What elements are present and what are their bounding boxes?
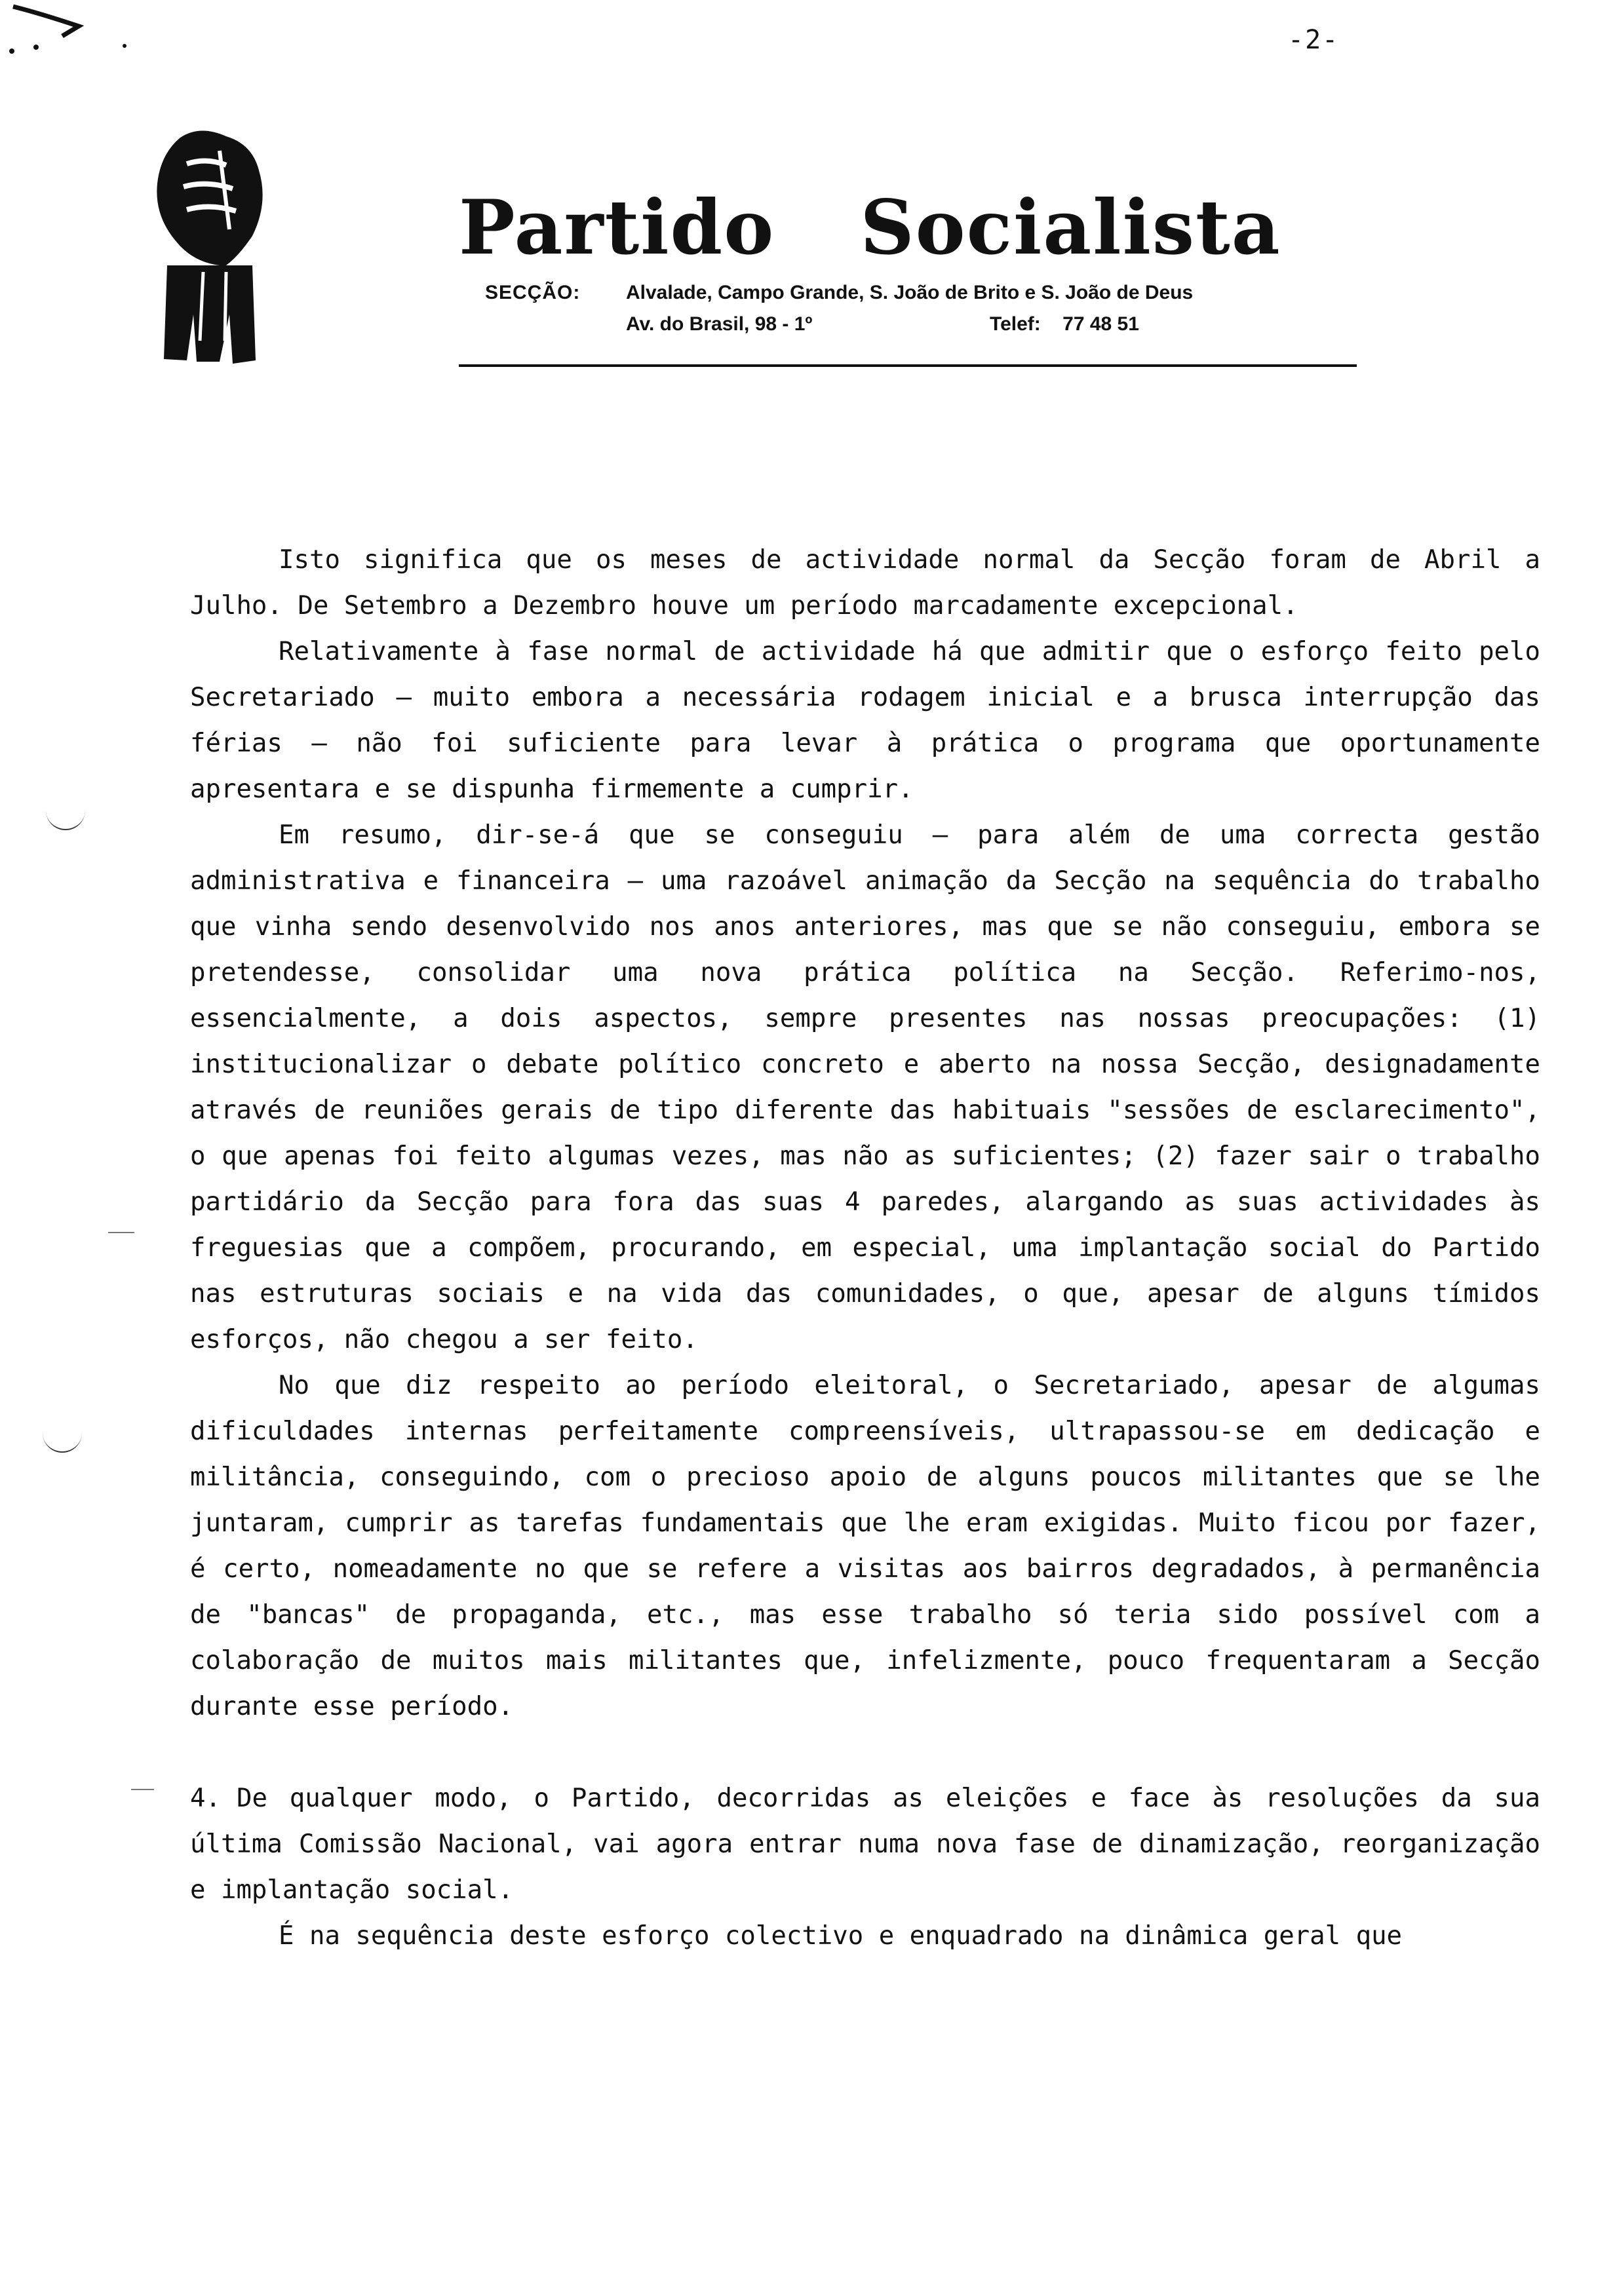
margin-dash-2 — [131, 1789, 154, 1790]
party-name-word-1: Partido — [459, 183, 775, 271]
telephone — [990, 313, 1139, 335]
section-places: Alvalade, Campo Grande, S. João de Brito e S. João de Deus — [626, 282, 1194, 303]
paragraph-5 — [190, 1776, 1540, 1913]
paragraph-1: Isto significa que os meses de actividade normal da Secção foram de Abril a Julho. De Setembro a Dezembro houve um período marcadamente excepcional. — [190, 545, 1540, 621]
punch-hole-mark-2 — [43, 1432, 82, 1453]
telephone-label: Telef: — [990, 313, 1041, 335]
party-name — [459, 183, 1281, 271]
section-number: 4. — [190, 1784, 221, 1813]
paragraph-4: No que diz respeito ao período eleitoral, o Secretariado, apesar de algumas dificuldades internas perfeitamente compreensíveis, ultrapassou-se em dedicação e militância, conseguindo, com o precioso apoio de alguns poucos militantes que se lhe juntaram, cumprir as tarefas fundamentais que lhe eram exigidas. Muito ficou por fazer, é certo, nomeadamente no que se refere a visitas aos bairros degradados, à permanência de "bancas" de propaganda, etc., mas esse trabalho só teria sido possível com a colaboração de muitos mais militantes que, infelizmente, pouco frequentaram a Secção durante esse período. — [190, 1371, 1540, 1721]
header-rule — [459, 364, 1357, 367]
letter-body — [190, 537, 1540, 1959]
paragraph-3: Em resumo, dir-se-á que se conseguiu — para além de uma correcta gestão administrativa e financeira — uma razoável animação da Secção na sequência do trabalho que vinha sendo desenvolvido nos anos anteriores, mas que se não conseguiu, embora se pretendesse, consolidar uma nova prática política na Secção. Referimo-nos, essencialmente, a dois aspectos, sempre presentes nas nossas preocupações: (1) institucionalizar o debate político concreto e aberto na nossa Secção, designadamente através de reuniões gerais de tipo diferente das habituais "sessões de esclarecimento", o que apenas foi feito algumas vezes, mas não as suficientes; (2) fazer sair o trabalho partidário da Secção para fora das suas 4 paredes, alargando as suas actividades às freguesias que a compõem, procurando, em especial, uma implantação social do Partido nas estruturas sociais e na vida das comunidades, o que, apesar de alguns tímidos esforços, não chegou a ser feito. — [190, 820, 1540, 1354]
telephone-number: 77 48 51 — [1062, 313, 1139, 335]
page-number: -2- — [1288, 25, 1340, 55]
section-label: SECÇÃO: — [485, 282, 581, 303]
party-name-word-2: Socialista — [860, 183, 1281, 271]
paragraph-5-text: De qualquer modo, o Partido, decorridas as eleições e face às resoluções da sua última Comissão Nacional, vai agora entrar numa nova fase de dinamização, reorganização e implantação social. — [190, 1784, 1540, 1905]
punch-hole-mark-1 — [46, 809, 85, 830]
margin-dash-1 — [108, 1232, 134, 1233]
corner-pen-mark — [0, 0, 144, 59]
raised-fist-icon — [141, 124, 272, 367]
paragraph-2: Relativamente à fase normal de actividade há que admitir que o esforço feito pelo Secretariado — muito embora a necessária rodagem inicial e a brusca interrupção das férias — não foi suficiente para levar à prática o programa que oportunamente apresentara e se dispunha firmemente a cumprir. — [190, 637, 1540, 804]
section-address: Av. do Brasil, 98 - 1º — [626, 313, 813, 335]
paragraph-6: É na sequência deste esforço colectivo e enquadrado na dinâmica geral que — [279, 1921, 1403, 1951]
